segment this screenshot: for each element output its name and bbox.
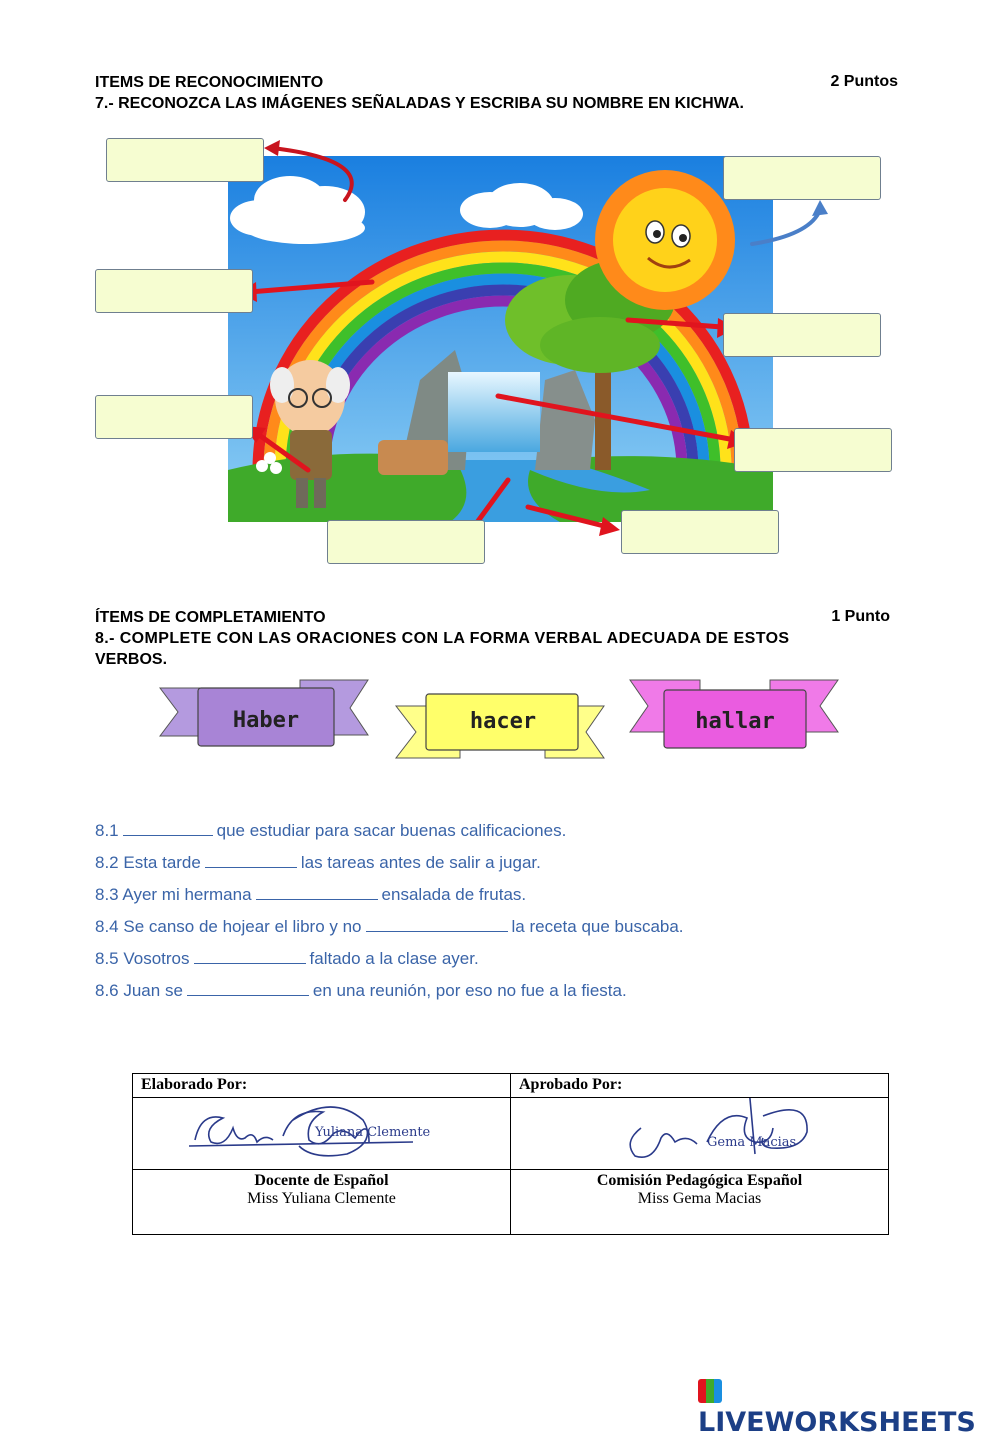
right-signer	[511, 1170, 889, 1235]
ribbon-haber	[160, 680, 368, 746]
verb-haber-label: Haber	[232, 708, 300, 733]
section7-instruction: 7.- RECONOZCA LAS IMÁGENES SEÑALADAS Y ESCRIBA SU NOMBRE EN KICHWA.	[95, 95, 744, 112]
answer-input-6[interactable]	[735, 429, 891, 471]
verb-hacer-label: hacer	[469, 709, 537, 734]
answer-box-cloud[interactable]	[106, 138, 264, 182]
answer-box-ground[interactable]	[621, 510, 779, 554]
left-signature-image	[133, 1098, 510, 1164]
answer-box-grandpa[interactable]	[95, 395, 253, 439]
answer-box-rainbow[interactable]	[95, 269, 253, 313]
section8-instruction-line1: 8.- COMPLETE CON LAS ORACIONES CON LA FORMA VERBAL ADECUADA DE ESTOS	[95, 630, 790, 647]
section8-points: 1 Punto	[831, 608, 890, 625]
verb-ribbons	[0, 670, 1000, 770]
answer-box-waterfall[interactable]	[734, 428, 892, 472]
blank-8-1[interactable]	[123, 821, 213, 836]
right-signer-name: Miss Gema Macias	[637, 1190, 762, 1207]
right-signer-role: Comisión Pedagógica Español	[596, 1172, 803, 1189]
right-signature-cell	[511, 1098, 889, 1170]
ribbon-hacer	[396, 694, 604, 758]
left-signer	[133, 1170, 511, 1235]
waterfall-icon	[448, 372, 540, 452]
answer-input-7[interactable]	[622, 511, 778, 553]
liveworksheets-logo[interactable]	[698, 1376, 1000, 1438]
answer-input-1[interactable]	[107, 139, 263, 181]
answer-input-8[interactable]	[328, 521, 484, 563]
left-signer-role: Docente de Español	[254, 1172, 389, 1189]
answer-box-tree[interactable]	[723, 313, 881, 357]
right-signature-image	[511, 1098, 888, 1164]
sentence-8-4: 8.4 Se canso de hojear el libro y no la receta que buscaba.	[95, 917, 684, 936]
signature-table	[132, 1073, 889, 1235]
left-signer-name: Miss Yuliana Clemente	[247, 1190, 396, 1207]
aprobado-header: Aprobado Por:	[511, 1074, 889, 1098]
sentence-8-5: 8.5 Vosotros faltado a la clase ayer.	[95, 949, 479, 968]
answer-box-river[interactable]	[327, 520, 485, 564]
liveworksheets-brand-text: LIVEWORKSHEETS	[698, 1407, 976, 1438]
answer-input-5[interactable]	[96, 396, 252, 438]
verb-hallar-label: hallar	[695, 709, 775, 734]
section7-title: ITEMS DE RECONOCIMIENTO	[95, 74, 324, 91]
sentence-8-2: 8.2 Esta tarde las tareas antes de salir a jugar.	[95, 853, 541, 872]
elaborado-header: Elaborado Por:	[133, 1074, 511, 1098]
blank-8-3[interactable]	[256, 885, 378, 900]
answer-input-3[interactable]	[96, 270, 252, 312]
blank-8-2[interactable]	[205, 853, 297, 868]
sentence-8-6: 8.6 Juan se en una reunión, por eso no fue a la fiesta.	[95, 981, 627, 1000]
section8-title: ÍTEMS DE COMPLETAMIENTO	[95, 609, 326, 626]
sentence-8-3: 8.3 Ayer mi hermana ensalada de frutas.	[95, 885, 527, 904]
answer-input-2[interactable]	[724, 157, 880, 199]
left-signature-cell	[133, 1098, 511, 1170]
answer-box-sun[interactable]	[723, 156, 881, 200]
sentence-8-1: 8.1 que estudiar para sacar buenas calificaciones.	[95, 821, 567, 840]
answer-input-4[interactable]	[724, 314, 880, 356]
blank-8-5[interactable]	[194, 949, 306, 964]
ribbon-hallar	[630, 680, 838, 748]
blank-8-6[interactable]	[187, 981, 309, 996]
sun-icon	[595, 170, 735, 310]
svg-text:Yuliana Clemente: Yuliana Clemente	[315, 1125, 431, 1140]
section7-points: 2 Puntos	[830, 73, 898, 90]
svg-text:Gema Macias: Gema Macias	[707, 1135, 797, 1150]
liveworksheets-logo-icon	[698, 1379, 722, 1403]
section8-instruction-line2: VERBOS.	[95, 651, 168, 668]
blank-8-4[interactable]	[366, 917, 508, 932]
